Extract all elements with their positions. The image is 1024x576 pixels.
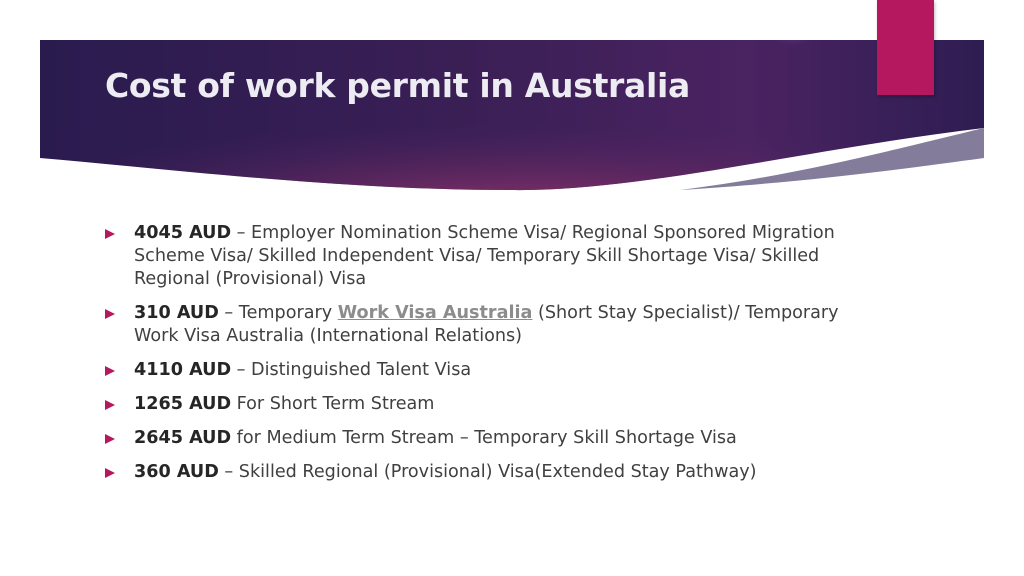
bullet-text: – Skilled Regional (Provisional) Visa(Extended Stay Pathway) [218, 462, 757, 482]
header-background [40, 40, 984, 192]
amount: 310 AUD [134, 303, 219, 323]
amount: 4045 AUD [134, 223, 232, 243]
work-visa-australia-link[interactable]: Work Visa Australia [337, 303, 533, 323]
bullet-text: for Medium Term Stream – Temporary Skill Shortage Visa [231, 428, 737, 448]
amount: 2645 AUD [134, 428, 232, 448]
amount: 1265 AUD [134, 394, 232, 414]
bullet-list [105, 222, 865, 495]
list-item [105, 222, 865, 291]
bullet-text: – Temporary [218, 303, 338, 323]
list-item [105, 302, 865, 348]
triangle-right-icon [105, 366, 115, 376]
list-item [105, 359, 865, 382]
page-title: Cost of work permit in Australia [105, 66, 690, 105]
list-item [105, 427, 865, 450]
triangle-right-icon [105, 434, 115, 444]
triangle-right-icon [105, 229, 115, 239]
bullet-text: (Short Stay Specialist)/ Temporary Work Visa Australia (International Relations) [134, 303, 839, 346]
triangle-right-icon [105, 468, 115, 478]
amount: 360 AUD [134, 462, 219, 482]
accent-tab [877, 0, 934, 95]
amount: 4110 AUD [134, 360, 232, 380]
triangle-right-icon [105, 400, 115, 410]
triangle-right-icon [105, 309, 115, 319]
bullet-text: For Short Term Stream [231, 394, 435, 414]
header-band [40, 40, 984, 192]
bullet-text: – Employer Nomination Scheme Visa/ Regional Sponsored Migration Scheme Visa/ Skilled Independent Visa/ Temporary Skill Shortage Visa/ Skilled Regional (Provisional) Visa [134, 223, 835, 289]
bullet-text: – Distinguished Talent Visa [231, 360, 472, 380]
list-item [105, 461, 865, 484]
list-item [105, 393, 865, 416]
